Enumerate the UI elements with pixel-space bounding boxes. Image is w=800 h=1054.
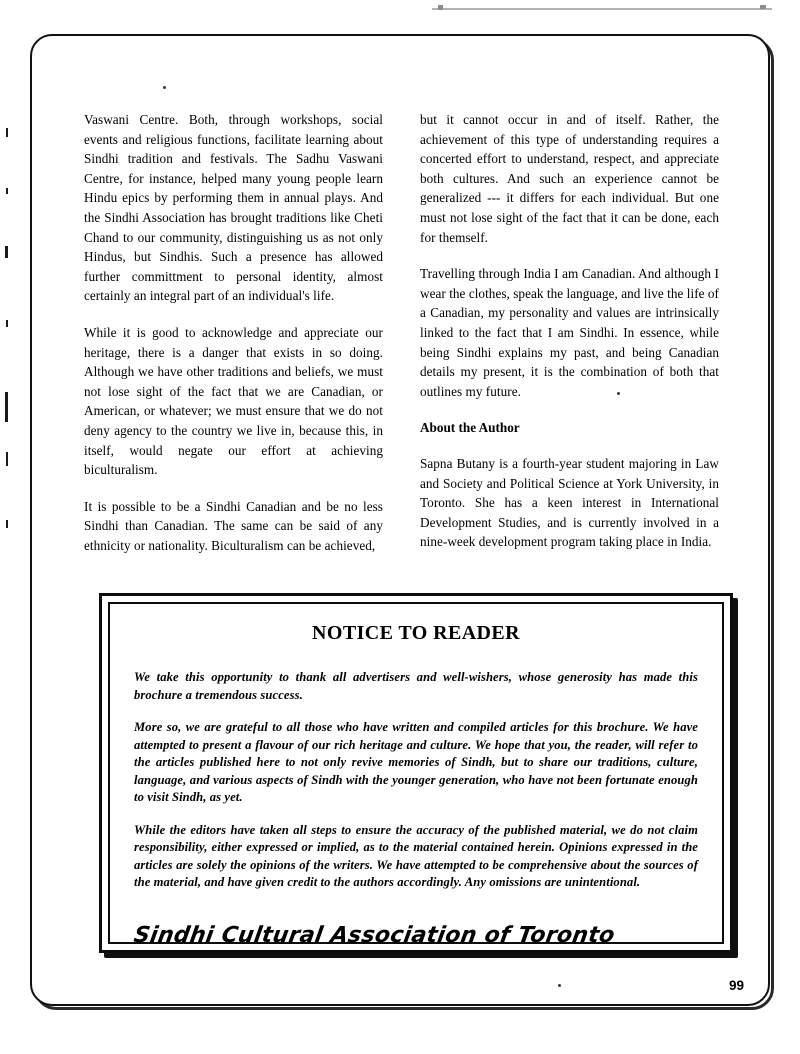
scan-artifact-mark: [438, 5, 443, 10]
scan-edge-speckle: [6, 128, 8, 137]
notice-paragraph: More so, we are grateful to all those who have written and compiled articles for this brochure. We have attempted to present a flavour of our rich heritage and culture. We hope that you, the reader, will refer to the articles published here to not only revive memories of Sindh, but to share our traditions, culture, language, and various aspects of Sindh with the younger generation, who have not been fortunate enough to visit Sindh, as yet.: [134, 720, 698, 804]
paragraph: Travelling through India I am Canadian. And although I wear the clothes, speak the language, and live the life of a Canadian, my personality and values are intrinsically linked to the fact that I am Sindhi. In essence, while being Sindhi explains my past, and being Canadian details my present, it is the combination of both that outlines my future.: [420, 266, 719, 399]
scan-artifact-mark: [760, 5, 766, 9]
paragraph: While it is good to acknowledge and appreciate our heritage, there is a danger that exists in so doing. Although we have other traditions and beliefs, we must not lose sight of the fact that we are Canadian, or American, or whatever; we must ensure that we do not deny agency to the country we live in, because this, in itself, would negate our effort at achieving biculturalism.: [84, 324, 383, 478]
page-number: 99: [728, 978, 744, 993]
scan-edge-speckle: [5, 246, 8, 258]
scan-edge-speckle: [6, 188, 8, 194]
paragraph: Vaswani Centre. Both, through workshops, social events and religious functions, facilitate learning about Sindhi tradition and festivals. The Sadhu Vaswani Centre, for instance, helped many young people learn Hindu epics by performing them in annual plays. And the Sindhi Association has brought traditions like Cheti Chand to our community, distinguishing us as not only Hindus, but Sindhis. Such a presence has allowed further committment to personal identity, almost certainly an integral part of an individual's life.: [84, 112, 383, 304]
notice-title: NOTICE TO READER: [312, 622, 520, 644]
paragraph: Sapna Butany is a fourth-year student majoring in Law and Society and Political Science at York University, in Toronto. She has a keen interest in International Development Studies, and is currently involved in a nine-week development program taking place in India.: [420, 455, 719, 550]
scan-artifact-line: [432, 8, 772, 10]
notice-paragraph: We take this opportunity to thank all advertisers and well-wishers, whose generosity has made this brochure a tremendous success.: [134, 670, 698, 702]
notice-box: [99, 593, 733, 953]
paragraph: It is possible to be a Sindhi Canadian and be no less Sindhi than Canadian. The same can be said of any ethnicity or nationality. Biculturalism can be achieved,: [84, 498, 383, 553]
scan-edge-speckle: [5, 392, 8, 422]
article-body: [84, 110, 720, 572]
paragraph: but it cannot occur in and of itself. Rather, the achievement of this type of understanding requires a concerted effort to understand, respect, and appreciate both cultures. And such an experience cannot be generalized --- it differs for each individual. But one must not lose sight of the fact that it can be done, each for themself.: [420, 112, 719, 245]
notice-paragraph: While the editors have taken all steps to ensure the accuracy of the published material, we do not claim responsibility, either expressed or implied, as to the material contained herein. Opinions expressed in the articles are solely the opinions of the writers. We have attempted to be comprehensive about the sources of the material, and have given credit to the authors accordingly. Any omissions are unintentional.: [134, 822, 698, 889]
organization-signature: Sindhi Cultural Association of Toronto: [132, 922, 617, 948]
notice-box-inner-border: [108, 602, 724, 948]
scan-speck: [163, 86, 166, 89]
scan-speck: [558, 984, 561, 987]
scan-edge-speckle: [6, 452, 8, 466]
about-the-author-heading: About the Author: [420, 420, 520, 436]
left-column: [84, 110, 383, 572]
scan-edge-speckle: [6, 520, 8, 528]
scan-edge-speckle: [6, 320, 8, 327]
right-column: [420, 110, 719, 572]
